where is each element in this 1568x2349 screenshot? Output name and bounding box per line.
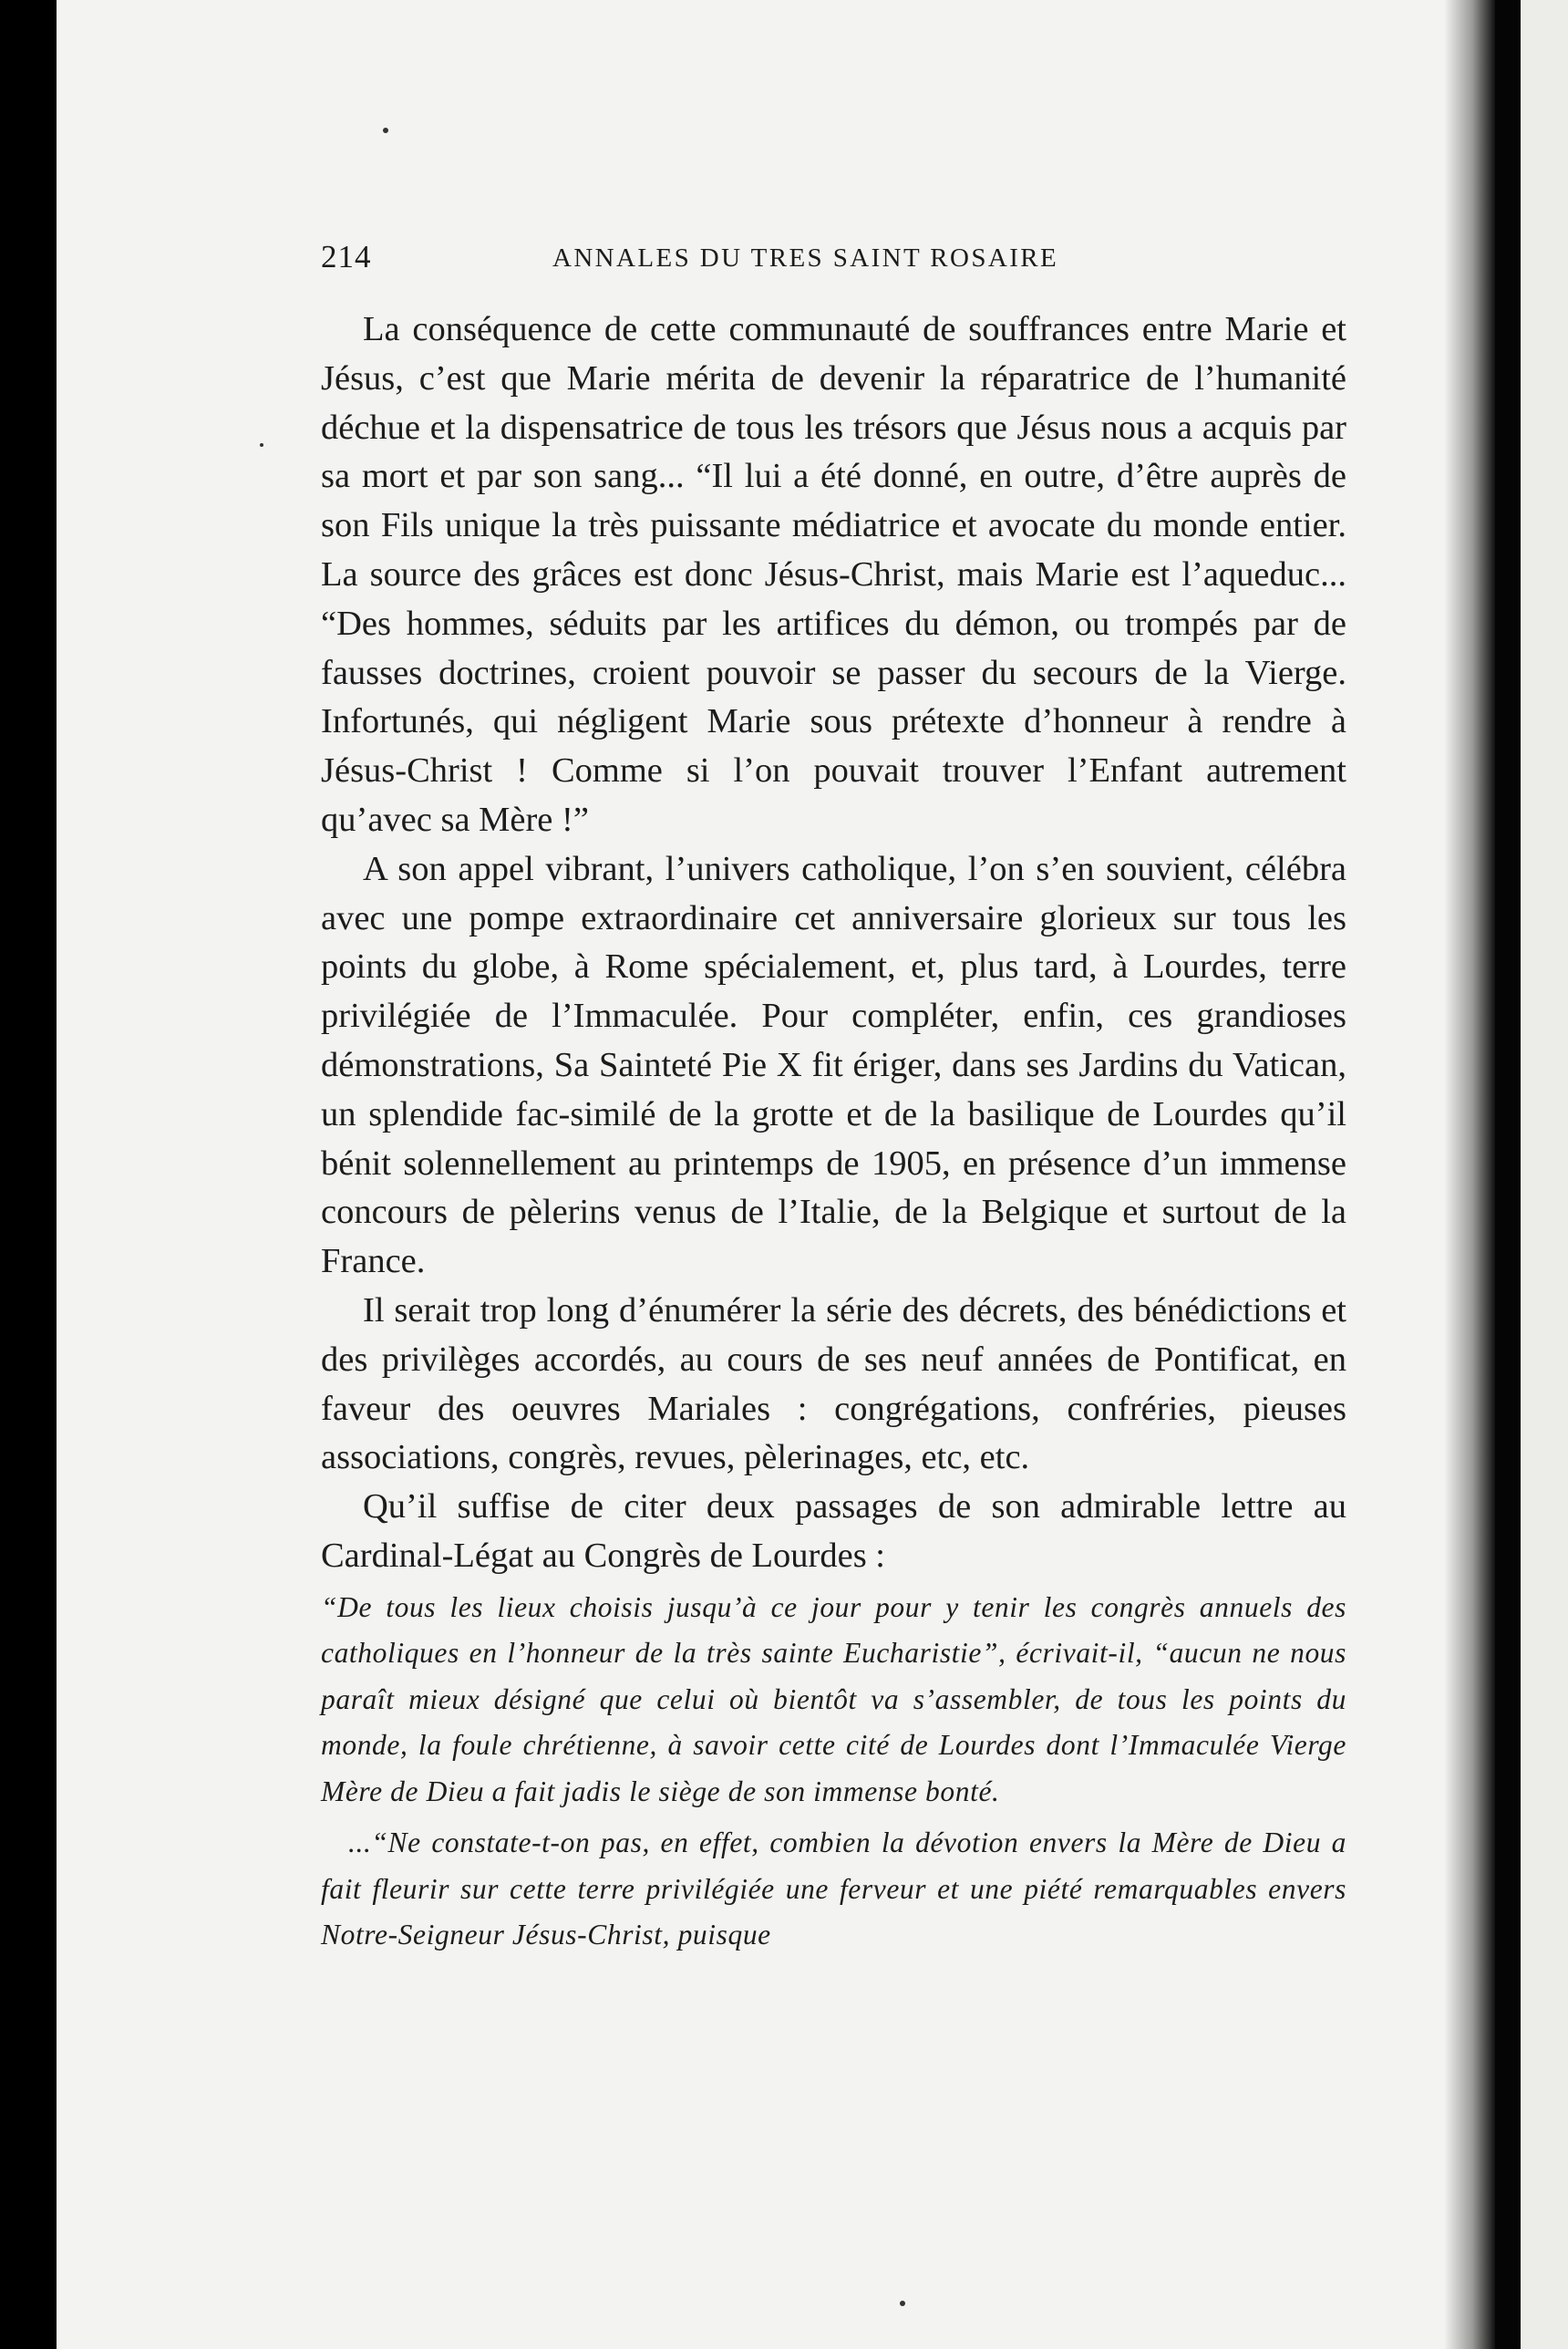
book-binding <box>1495 0 1521 2349</box>
paragraph: Il serait trop long d’énumérer la série des décrets, des bénédictions et des privilèges accordés, au cours de ses neuf années de Pontificat, en faveur des oeuvres Mariales : congrégations, confréries, pieuses associations, congrès, revues, pèlerinages, etc, etc. <box>321 1290 1346 1477</box>
running-title: ANNALES DU TRES SAINT ROSAIRE <box>552 243 1059 273</box>
quotation: ...“Ne constate-t-on pas, en effet, combien la dévotion envers la Mère de Dieu a fait fleurir sur cette terre privilégiée une ferveur et une piété remarquables envers Notre-Seigneur Jésus-Christ, puisque <box>321 1826 1346 1951</box>
paragraph: Qu’il suffise de citer deux passages de son admirable lettre au Cardinal-Légat au Congrès de Lourdes : <box>321 1487 1346 1575</box>
scan-border-left <box>0 0 57 2349</box>
body-text <box>321 305 1346 1959</box>
page-number: 214 <box>321 239 372 274</box>
paragraph: A son appel vibrant, l’univers catholique, l’on s’en souvient, célébra avec une pompe extraordinaire cet anniversaire glorieux sur tous les points du globe, à Rome spécialement, et, plus tard, à Lourdes, terre privilégiée de l’Immaculée. Pour compléter, enfin, ces grandioses démonstrations, Sa Sainteté Pie X fit ériger, dans ses Jardins du Vatican, un splendide fac-similé de la grotte et de la basilique de Lourdes qu’il bénit solennellement au printemps de 1905, en présence d’un immense concours de pèlerins venus de l’Italie, de la Belgique et surtout de la France. <box>321 849 1346 1281</box>
spine-shadow <box>1445 0 1495 2349</box>
scan-speck <box>260 443 263 447</box>
running-header <box>321 239 1346 285</box>
paragraph: La conséquence de cette communauté de souffrances entre Marie et Jésus, c’est que Marie mérita de devenir la réparatrice de l’humanité déchue et la dispensatrice de tous les trésors que Jésus nous a acquis par sa mort et par son sang... “Il lui a été donné, en outre, d’être auprès de son Fils unique la très puissante médiatrice et avocate du monde entier. La source des grâces est donc Jésus-Christ, mais Marie est l’aqueduc... “Des hommes, séduits par les artifices du démon, ou trompés par de fausses doctrines, croient pouvoir se passer du secours de la Vierge. Infortunés, qui négligent Marie sous prétexte d’honneur à rendre à Jésus-Christ ! Comme si l’on pouvait trouver l’Enfant autrement qu’avec sa Mère !” <box>321 310 1346 839</box>
quotation: “De tous les lieux choisis jusqu’à ce jour pour y tenir les congrès annuels des catholiques en l’honneur de la très sainte Eucharistie”, écrivait-il, “aucun ne nous paraît mieux désigné que celui où bientôt va s’assembler, de tous les points du monde, la foule chrétienne, à savoir cette cité de Lourdes dont l’Immaculée Vierge Mère de Dieu a fait jadis le siège de son immense bonté. <box>321 1590 1346 1807</box>
scan-speck <box>900 2301 905 2306</box>
scan-speck <box>383 128 388 133</box>
facing-page-edge <box>1521 0 1568 2349</box>
